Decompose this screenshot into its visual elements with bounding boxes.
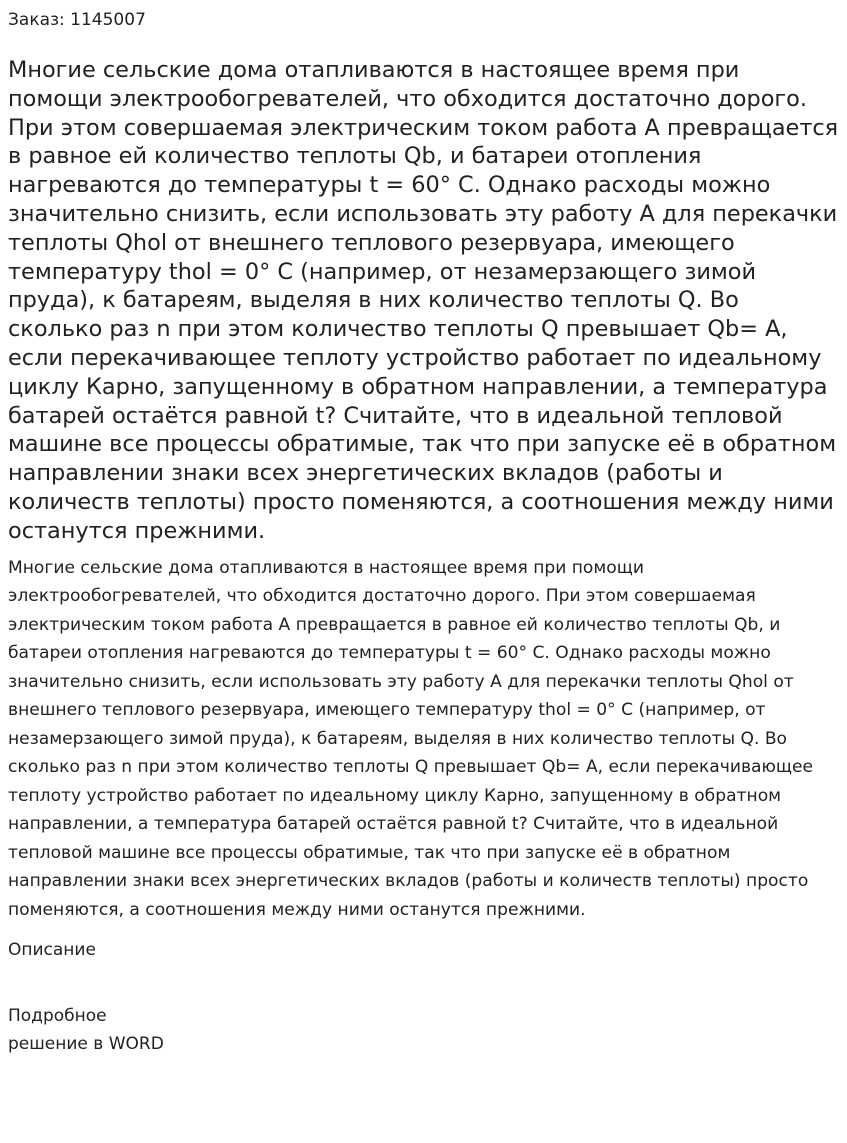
problem-heading: Многие сельские дома отапливаются в настоящее время при помощи электрообогревателей, что обходится достаточно дорого. При этом совершаемая электрическим током работа A превращается в равное ей количество теплоты Qb, и батареи отопления нагреваются до температуры t = 60° C. Однако расходы можно значительно снизить, если использовать эту работу A для перекачки теплоты Qhol от внешнего теплового резервуара, имеющего температуру thol = 0° C (например, от незамерзающего зимой пруда), к батареям, выделяя в них количество теплоты Q. Во сколько раз n при этом количество теплоты Q превышает Qb= A, если перекачивающее теплоту устройство работает по идеальному циклу Карно, запущенному в обратном направлении, а температура батарей остаётся равной t? Считайте, что в идеальной тепловой машине все процессы обратимые, так что при запуске её в обратном направлении знаки всех энергетических вкладов (работы и количеств теплоты) просто поменяются, а соотношения между ними останутся прежними. <box>8 57 839 544</box>
description-line-2: решение в WORD <box>8 1034 164 1055</box>
problem-text: Многие сельские дома отапливаются в настоящее время при помощи электрообогревателей, что обходится достаточно дорого. При этом совершаемая электрическим током работа A превращается в равное ей количество теплоты Qb, и батареи отопления нагреваются до температуры t = 60° C. Однако расходы можно значительно снизить, если использовать эту работу A для перекачки теплоты Qhol от внешнего теплового резервуара, имеющего температуру thol = 0° C (например, от незамерзающего зимой пруда), к батареям, выделяя в них количество теплоты Q. Во сколько раз n при этом количество теплоты Q превышает Qb= A, если перекачивающее теплоту устройство работает по идеальному циклу Карно, запущенному в обратном направлении, а температура батарей остаётся равной t? Считайте, что в идеальной тепловой машине все процессы обратимые, так что при запуске её в обратном направлении знаки всех энергетических вкладов (работы и количеств теплоты) просто поменяются, а соотношения между ними останутся прежними. <box>8 557 814 920</box>
order-number: Заказ: 1145007 <box>8 10 146 30</box>
description-line-1: Подробное <box>8 1006 107 1027</box>
description-title: Описание <box>8 940 96 961</box>
description-body <box>8 1002 839 1058</box>
